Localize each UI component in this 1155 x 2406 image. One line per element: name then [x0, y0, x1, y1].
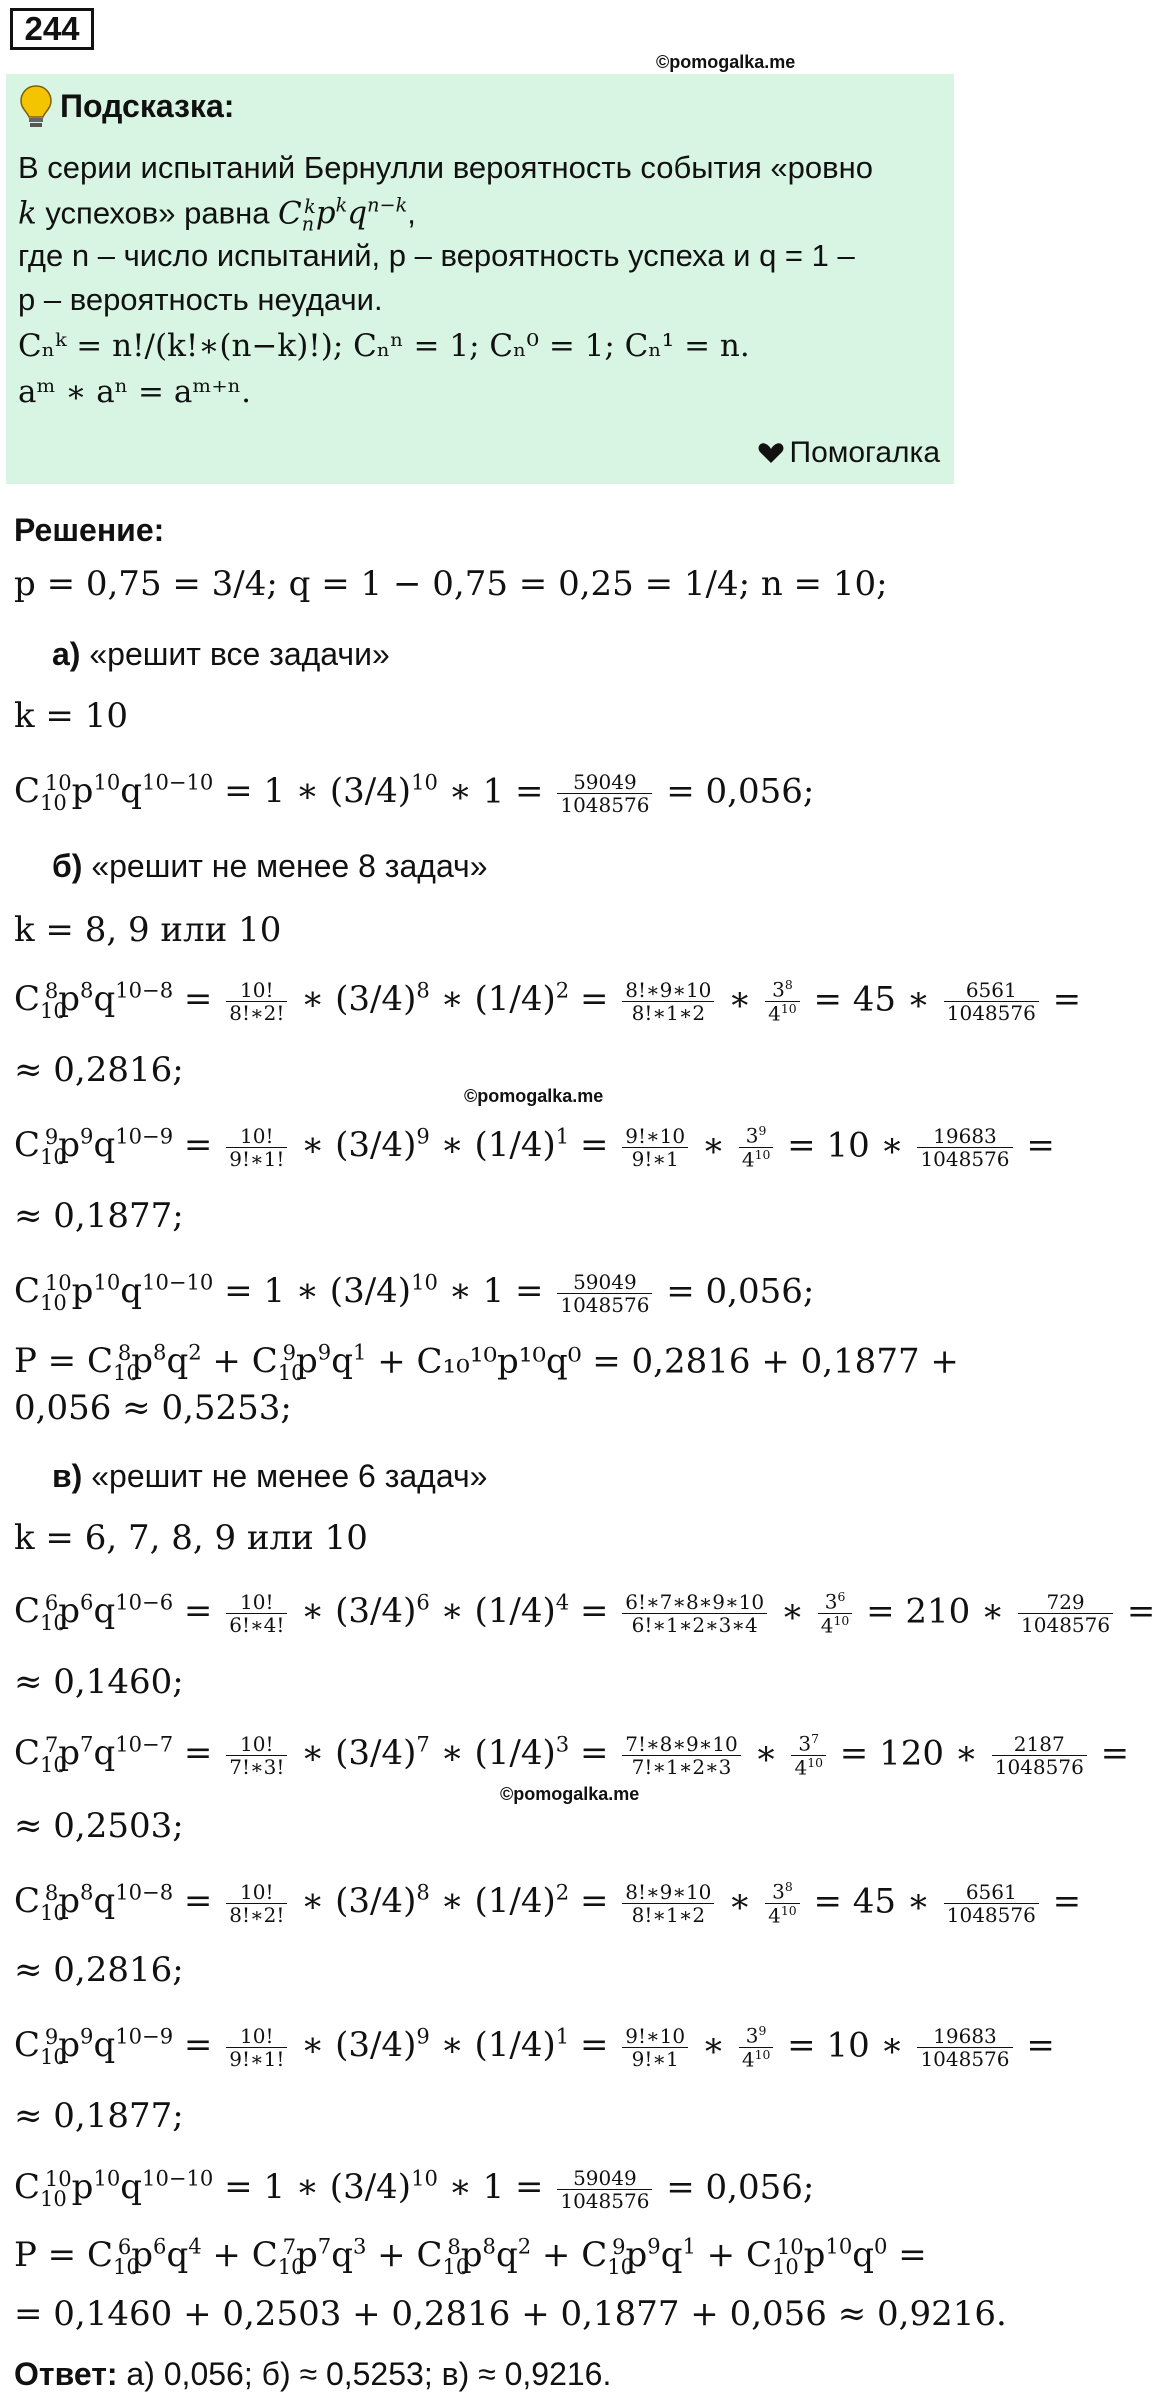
- part-a-label: а) «решит все задачи»: [52, 636, 390, 672]
- part-b-total-cont: 0,056 ≈ 0,5253;: [14, 1388, 292, 1428]
- part-c-k8: $C_{10}^8p^8q^{10-8}$ = $\frac{10!}{8!∗2!}$ ∗ $(3/4)^8$ ∗ $(1/4)^2$ = $\frac{8!∗9∗10}{8!∗1∗2}$ ∗ $\frac{3^8}{4^{10}}$ = 45 ∗ $\frac{6561}{1048576}$ =: [14, 1879, 1082, 1928]
- part-c-k6-result: ≈ 0,1460;: [14, 1662, 184, 1702]
- given-values: p = 0,75 = 3/4; q = 1 − 0,75 = 0,25 = 1/4; n = 10;: [14, 564, 888, 604]
- part-c-k7-result: ≈ 0,2503;: [14, 1806, 184, 1846]
- hint-line-2: k успехов» равна $C_n^kp^kq^{n-k}$,: [18, 194, 416, 236]
- answer: [14, 2356, 611, 2393]
- answer-text: а) 0,056; б) ≈ 0,5253; в) ≈ 0,9216.: [117, 2356, 612, 2392]
- part-c-k: k = 6, 7, 8, 9 или 10: [14, 1518, 368, 1558]
- hint-line-1: В серии испытаний Бернулли вероятность события «ровно: [18, 150, 873, 185]
- lightbulb-icon: [18, 84, 54, 130]
- solution-heading: Решение:: [14, 512, 165, 548]
- watermark: ©pomogalka.me: [464, 1086, 604, 1106]
- part-b-k: k = 8, 9 или 10: [14, 910, 282, 950]
- brand: [758, 436, 941, 470]
- heart-icon: [758, 442, 784, 464]
- part-c-total: $P = C_{10}^6p^6q^4 + C_{10}^7p^7q^3 + C_{10}^8p^8q^2 + C_{10}^9p^9q^1 + C_{10}^{10}p^{10}q^0$ =: [14, 2234, 927, 2280]
- part-c-k10: $C_{10}^{10}p^{10}q^{10-10} = 1$ ∗ $(3/4)^{10}$ ∗ 1 = $\frac{59049}{1048576}$ = 0,056;: [14, 2165, 815, 2213]
- watermark: ©pomogalka.me: [500, 1784, 640, 1804]
- part-c-k9: $C_{10}^9p^9q^{10-9}$ = $\frac{10!}{9!∗1!}$ ∗ $(3/4)^9$ ∗ $(1/4)^1$ = $\frac{9!∗10}{9!∗1}$ ∗ $\frac{3^9}{4^{10}}$ = 10 ∗ $\frac{19683}{1048576}$ =: [14, 2023, 1055, 2072]
- hint-power-rule: aᵐ ∗ aⁿ = aᵐ⁺ⁿ.: [18, 374, 251, 410]
- part-b-total: $P = C_{10}^8p^8q^2 + C_{10}^9p^9q^1 + C_{10}^{10}p^{10}q^0 = 0,2816 + 0,1877$ +: [14, 1340, 959, 1386]
- part-b-k8-result: ≈ 0,2816;: [14, 1050, 184, 1090]
- watermark: ©pomogalka.me: [656, 52, 796, 72]
- part-b-k10: $C_{10}^{10}p^{10}q^{10-10} = 1$ ∗ $(3/4)^{10}$ ∗ 1 = $\frac{59049}{1048576}$ = 0,056;: [14, 1269, 815, 1317]
- brand-name: Помогалка: [789, 436, 940, 469]
- part-b-k8: $C_{10}^8p^8q^{10-8}$ = $\frac{10!}{8!∗2!}$ ∗ $(3/4)^8$ ∗ $(1/4)^2$ = $\frac{8!∗9∗10}{8!∗1∗2}$ ∗ $\frac{3^8}{4^{10}}$ = 45 ∗ $\frac{6561}{1048576}$ =: [14, 977, 1082, 1026]
- hint-title: Подсказка:: [60, 88, 235, 124]
- part-c-label: в) «решит не менее 6 задач»: [52, 1458, 488, 1494]
- hint-binomial-formula: Cₙᵏ = n!/(k!∗(n−k)!); Cₙⁿ = 1; Cₙ⁰ = 1; Cₙ¹ = n.: [18, 328, 750, 364]
- problem-number: 244: [10, 8, 94, 50]
- hint-box: [6, 74, 954, 484]
- hint-line-3: где n – число испытаний, p – вероятность успеха и q = 1 –: [18, 238, 855, 273]
- part-b-label: б) «решит не менее 8 задач»: [52, 848, 488, 884]
- part-c-k8-result: ≈ 0,2816;: [14, 1950, 184, 1990]
- part-c-total-cont: = 0,1460 + 0,2503 + 0,2816 + 0,1877 + 0,056 ≈ 0,9216.: [14, 2294, 1007, 2334]
- answer-label: Ответ:: [14, 2356, 118, 2392]
- part-c-k7: $C_{10}^7p^7q^{10-7}$ = $\frac{10!}{7!∗3!}$ ∗ $(3/4)^7$ ∗ $(1/4)^3$ = $\frac{7!∗8∗9∗10}{7!∗1∗2∗3}$ ∗ $\frac{3^7}{4^{10}}$ = 120 ∗ $\frac{2187}{1048576}$ =: [14, 1731, 1130, 1780]
- part-c-k6: $C_{10}^6p^6q^{10-6}$ = $\frac{10!}{6!∗4!}$ ∗ $(3/4)^6$ ∗ $(1/4)^4$ = $\frac{6!∗7∗8∗9∗10}{6!∗1∗2∗3∗4}$ ∗ $\frac{3^6}{4^{10}}$ = 210 ∗ $\frac{729}{1048576}$ =: [14, 1589, 1155, 1638]
- part-b-k9: $C_{10}^9p^9q^{10-9}$ = $\frac{10!}{9!∗1!}$ ∗ $(3/4)^9$ ∗ $(1/4)^1$ = $\frac{9!∗10}{9!∗1}$ ∗ $\frac{3^9}{4^{10}}$ = 10 ∗ $\frac{19683}{1048576}$ =: [14, 1123, 1055, 1172]
- part-c-k9-result: ≈ 0,1877;: [14, 2096, 184, 2136]
- part-a-k: k = 10: [14, 696, 128, 736]
- part-a-formula: $C_{10}^{10}p^{10}q^{10-10} = 1$ ∗ $(3/4)^{10}$ ∗ 1 = $\frac{59049}{1048576}$ = 0,056;: [14, 769, 815, 817]
- hint-line-4: p – вероятность неудачи.: [18, 282, 383, 317]
- part-b-k9-result: ≈ 0,1877;: [14, 1196, 184, 1236]
